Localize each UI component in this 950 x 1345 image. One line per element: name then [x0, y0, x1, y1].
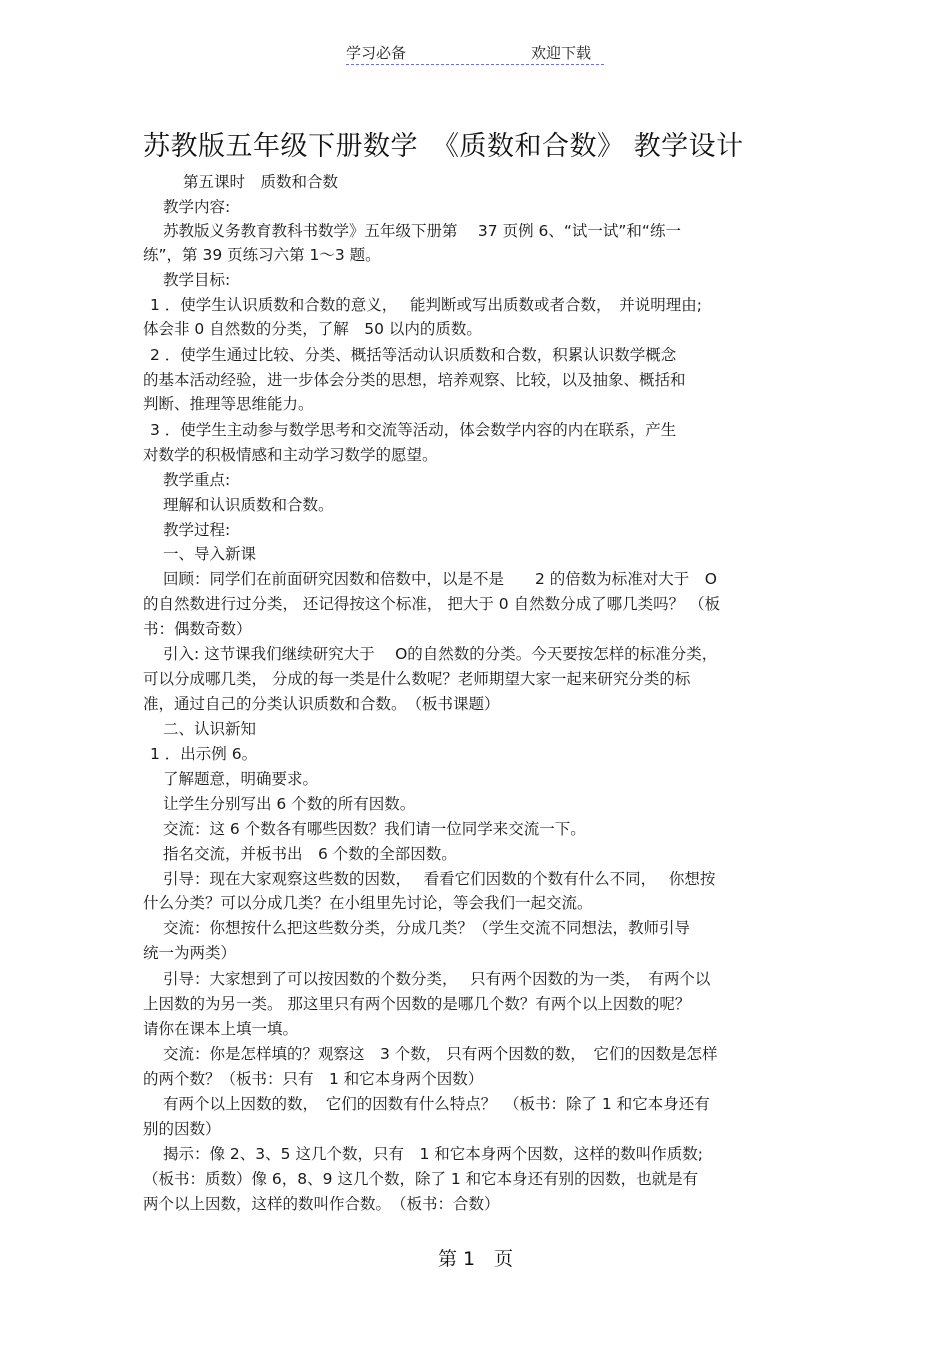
body-line: 练”，第 39 页练习六第 1～3 题。: [143, 246, 381, 264]
body-line: （板书：质数）像 6，8、9 这几个数，除了 1 和它本身还有别的因数，也就是有: [143, 1170, 699, 1188]
body-line: 别的因数）: [143, 1120, 221, 1138]
body-line: 教学过程:: [163, 521, 231, 539]
body-line: 统一为两类）: [143, 944, 237, 962]
body-line: 的两个数？（板书：只有 1 和它本身两个因数）: [143, 1070, 484, 1088]
page-number: 第 1 页: [438, 1248, 514, 1270]
body-line: 指名交流，并板书出 6 个数的全部因数。: [163, 845, 457, 863]
body-line: 书：偶数奇数）: [143, 620, 252, 638]
body-line: 对数学的积极情感和主动学习数学的愿望。: [143, 446, 438, 464]
body-line: 揭示：像 2、3、5 这几个数，只有 1 和它本身两个因数，这样的数叫作质数;: [163, 1145, 703, 1163]
body-line: 引导：大家想到了可以按因数的个数分类， 只有两个因数的为一类， 有两个以: [163, 970, 711, 988]
body-line: 请你在课本上填一填。: [143, 1020, 299, 1038]
document-title: 苏教版五年级下册数学 《质数和合数》 教学设计: [143, 131, 744, 162]
body-line: 二、认识新知: [163, 720, 257, 738]
body-line: 教学目标:: [163, 271, 231, 289]
body-line: 可以分成哪几类， 分成的每一类是什么数呢？老师期望大家一起来研究分类的标: [143, 670, 691, 688]
body-line: 苏教版义务教育教科书数学》五年级下册第 37 页例 6、“试一试”和“练一: [163, 222, 681, 240]
body-line: 交流：你想按什么把这些数分类，分成几类？（学生交流不同想法，教师引导: [163, 919, 691, 937]
body-line: 准，通过自己的分类认识质数和合数。 （板书课题）: [143, 695, 500, 713]
body-line: 判断、推理等思维能力。: [143, 395, 314, 413]
body-line: 交流：这 6 个数各有哪些因数？我们请一位同学来交流一下。: [163, 820, 586, 838]
header-left-text: 学习必备: [346, 44, 407, 62]
body-line: 的自然数进行过分类， 还记得按这个标准， 把大于 0 自然数分成了哪几类吗？ （板: [143, 595, 720, 613]
body-line: 的基本活动经验，进一步体会分类的思想，培养观察、比较，以及抽象、概括和: [143, 371, 686, 389]
header-right-text: 欢迎下载: [531, 44, 592, 62]
body-line: 两个以上因数，这样的数叫作合数。 （板书：合数）: [143, 1195, 500, 1213]
body-line: 3 ．使学生主动参与数学思考和交流等活动，体会数学内容的内在联系，产生: [150, 421, 677, 439]
body-line: 让学生分别写出 6 个数的所有因数。: [163, 795, 416, 813]
body-line: 1 ．使学生认识质数和合数的意义， 能判断或写出质数或者合数， 并说明理由;: [150, 296, 702, 314]
body-line: 有两个以上因数的数， 它们的因数有什么特点？ （板书：除了 1 和它本身还有: [163, 1095, 710, 1113]
body-line: 什么分类？可以分成几类？在小组里先讨论，等会我们一起交流。: [143, 894, 593, 912]
body-line: 上因数的为另一类。 那这里只有两个因数的是哪几个数？有两个以上因数的呢？: [143, 995, 691, 1013]
body-line: 1 ．出示例 6。: [150, 745, 258, 763]
body-line: 交流：你是怎样填的？观察这 3 个数， 只有两个因数的数， 它们的因数是怎样: [163, 1045, 718, 1063]
body-line: 回顾：同学们在前面研究因数和倍数中，以是不是 2 的倍数为标准对大于 O: [163, 570, 717, 588]
body-line: 引入: 这节课我们继续研究大于 O的自然数的分类。今天要按怎样的标准分类，: [163, 645, 718, 663]
body-line: 理解和认识质数和合数。: [163, 496, 334, 514]
body-line: 教学重点:: [163, 471, 231, 489]
body-line: 引导：现在大家观察这些数的因数， 看看它们因数的个数有什么不同， 你想按: [163, 870, 716, 888]
body-line: 一、导入新课: [163, 545, 257, 563]
page-header: [346, 40, 604, 65]
body-line: 2 ．使学生通过比较、分类、概括等活动认识质数和合数，积累认识数学概念: [150, 346, 677, 364]
body-line: 第五课时 质数和合数: [183, 173, 339, 191]
body-line: 了解题意，明确要求。: [163, 770, 319, 788]
body-line: 体会非 0 自然数的分类，了解 50 以内的质数。: [143, 320, 482, 338]
body-line: 教学内容:: [163, 198, 231, 216]
